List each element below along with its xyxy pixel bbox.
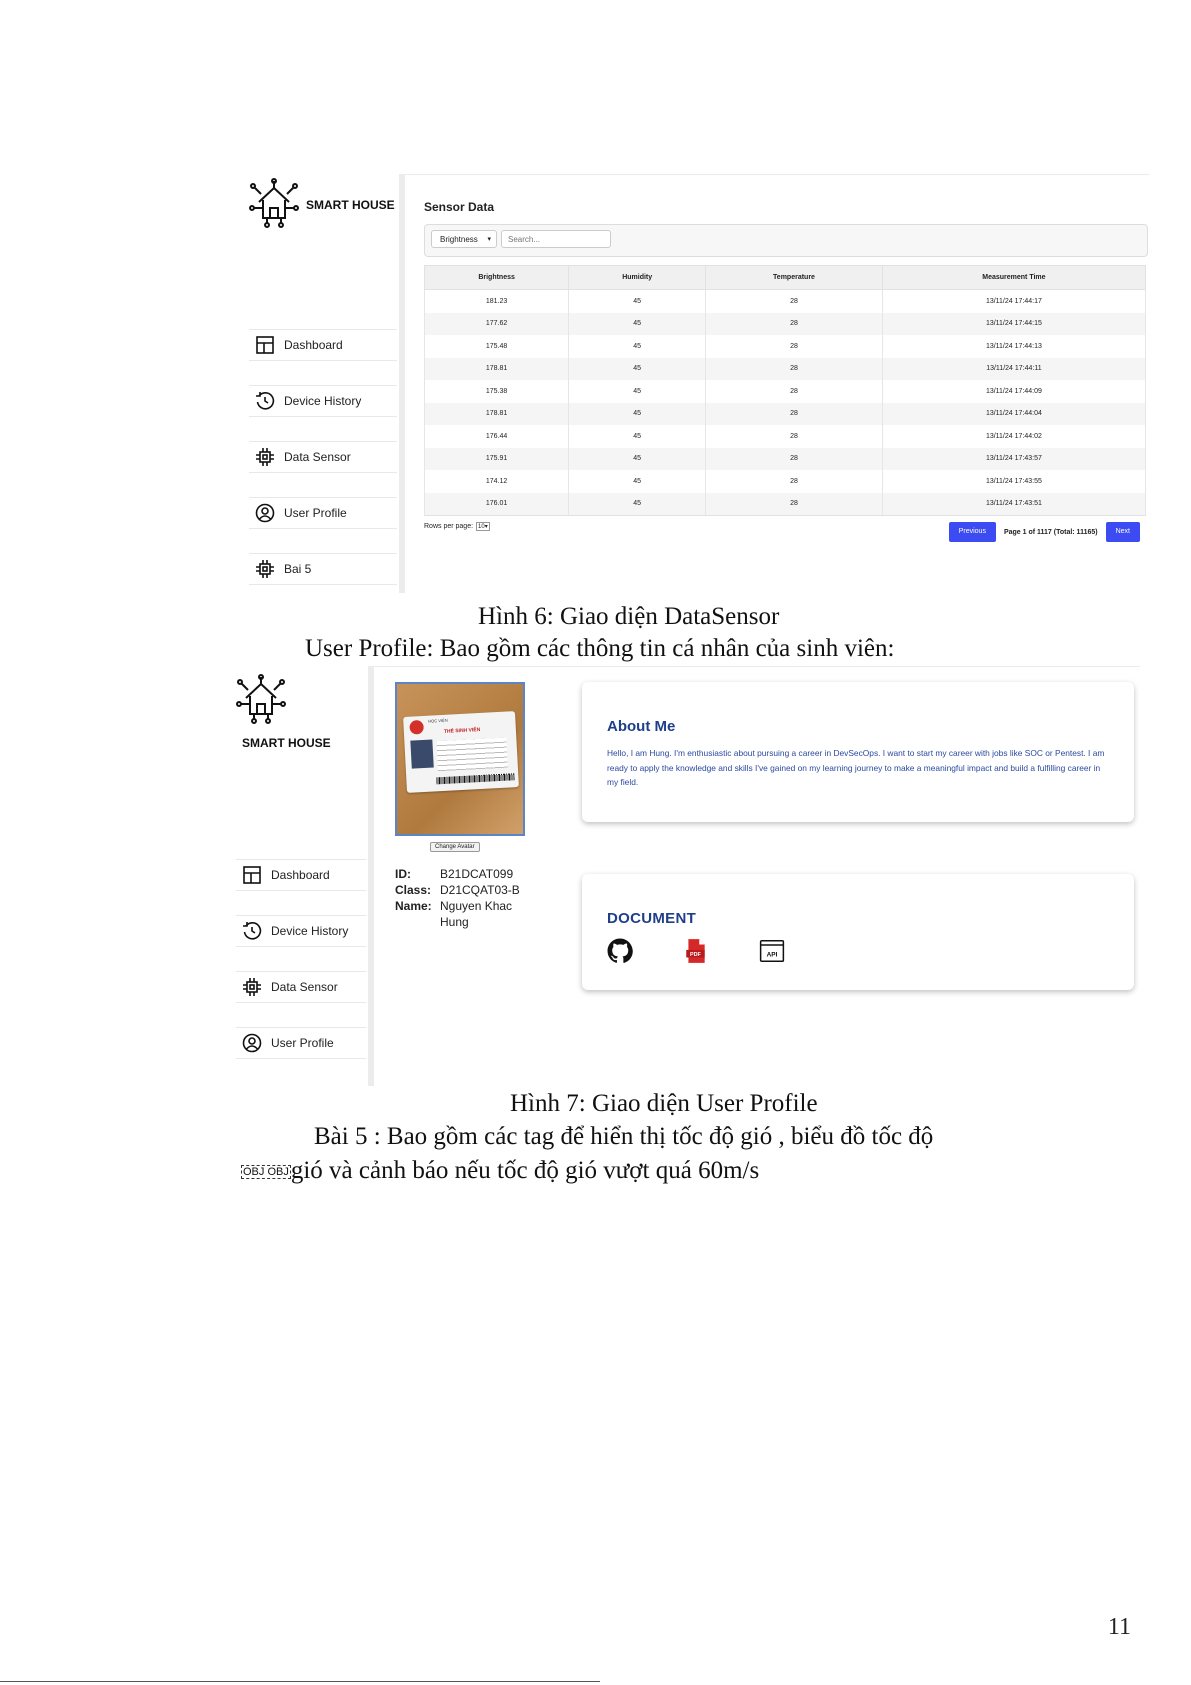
table-cell: 28 xyxy=(706,425,883,448)
github-icon[interactable] xyxy=(607,938,633,964)
sidebar-item-label: Bai 5 xyxy=(284,562,312,576)
figure-caption: Hình 6: Giao diện DataSensor xyxy=(478,603,780,630)
chevron-down-icon: ▾ xyxy=(487,236,491,243)
object-placeholder-icon: OBJ OBJ xyxy=(243,1166,289,1179)
chip-icon xyxy=(255,559,275,579)
next-button[interactable]: Next xyxy=(1106,522,1140,542)
brand-name: SMART HOUSE xyxy=(242,736,331,750)
table-cell: 45 xyxy=(569,380,706,403)
document-links xyxy=(607,938,835,964)
rows-per-page xyxy=(424,522,490,531)
rows-per-page-value: 10 xyxy=(478,524,485,530)
table-cell: 45 xyxy=(569,425,706,448)
table-cell: 45 xyxy=(569,335,706,358)
sidebar-item-user-profile[interactable] xyxy=(236,1027,366,1059)
chip-icon xyxy=(255,447,275,467)
table-row xyxy=(425,493,1146,516)
sidebar-item-label: User Profile xyxy=(284,506,347,520)
sidebar xyxy=(234,666,374,1086)
svg-text:API: API xyxy=(766,951,778,959)
table-row xyxy=(425,313,1146,336)
user-circle-icon xyxy=(242,1033,262,1053)
page-title: Sensor Data xyxy=(424,200,495,214)
figure-caption: Hình 7: Giao diện User Profile xyxy=(510,1090,818,1117)
info-label: ID: xyxy=(395,867,411,881)
table-cell: 13/11/24 17:43:51 xyxy=(882,493,1145,516)
page-info: Page 1 of 1117 (Total: 11165) xyxy=(1003,528,1098,536)
main-content xyxy=(407,174,1150,593)
table-cell: 45 xyxy=(569,470,706,493)
table-row xyxy=(425,380,1146,403)
student-info xyxy=(395,866,520,930)
paragraph: User Profile: Bao gồm các thông tin cá nhân của sinh viên: xyxy=(305,635,895,662)
sidebar-item-dashboard[interactable] xyxy=(236,859,366,891)
column-select[interactable] xyxy=(431,230,497,248)
table-cell: 181.23 xyxy=(425,290,569,313)
about-title: About Me xyxy=(607,718,676,735)
search-input[interactable] xyxy=(501,230,611,248)
smart-house-logo-icon xyxy=(236,674,286,724)
sidebar-item-device-history[interactable] xyxy=(236,915,366,947)
table-cell: 174.12 xyxy=(425,470,569,493)
table-cell: 45 xyxy=(569,358,706,381)
column-header: Brightness xyxy=(425,266,569,290)
sidebar-item-label: User Profile xyxy=(271,1036,334,1050)
smart-house-logo-icon xyxy=(249,178,299,228)
user-profile-screenshot xyxy=(234,666,1140,1086)
page-number: 11 xyxy=(1107,1614,1131,1640)
sidebar-item-user-profile[interactable] xyxy=(249,497,397,529)
table-cell: 45 xyxy=(569,403,706,426)
paragraph-text: gió và cảnh báo nếu tốc độ gió vượt quá 60m/s xyxy=(290,1157,760,1184)
divider xyxy=(373,666,1140,667)
previous-button[interactable]: Previous xyxy=(949,522,996,542)
brand-name: SMART HOUSE xyxy=(306,198,395,212)
sidebar-item-label: Dashboard xyxy=(284,338,343,352)
table-cell: 28 xyxy=(706,493,883,516)
pdf-icon[interactable] xyxy=(683,938,709,964)
table-cell: 28 xyxy=(706,470,883,493)
table-cell: 175.91 xyxy=(425,448,569,471)
dashboard-icon xyxy=(242,865,262,885)
avatar xyxy=(395,682,525,836)
sidebar-item-label: Dashboard xyxy=(271,868,330,882)
table-cell: 13/11/24 17:43:55 xyxy=(882,470,1145,493)
sidebar-item-label: Data Sensor xyxy=(271,980,338,994)
info-label: Name: xyxy=(395,899,432,913)
table-cell: 28 xyxy=(706,380,883,403)
pagination xyxy=(949,522,1140,542)
table-row xyxy=(425,358,1146,381)
change-avatar-button[interactable]: Change Avatar xyxy=(430,842,480,852)
card-details xyxy=(436,738,507,772)
footer-line xyxy=(0,1681,600,1682)
card-header: HỌC VIỆN xyxy=(428,717,448,724)
table-cell: 175.48 xyxy=(425,335,569,358)
table-row xyxy=(425,425,1146,448)
info-row-id xyxy=(395,866,520,882)
table-cell: 28 xyxy=(706,448,883,471)
table-cell: 178.81 xyxy=(425,403,569,426)
sidebar-item-data-sensor[interactable] xyxy=(236,971,366,1003)
user-circle-icon xyxy=(255,503,275,523)
history-icon xyxy=(255,391,275,411)
svg-text:PDF: PDF xyxy=(690,951,701,958)
column-header: Measurement Time xyxy=(882,266,1145,290)
paragraph: Bài 5 : Bao gồm các tag để hiển thị tốc độ gió , biểu đồ tốc độ xyxy=(314,1123,934,1150)
table-cell: 13/11/24 17:44:11 xyxy=(882,358,1145,381)
info-value: Nguyen Khac Hung xyxy=(440,899,513,929)
table-cell: 45 xyxy=(569,493,706,516)
sidebar-item-bai-5[interactable] xyxy=(249,553,397,585)
data-sensor-screenshot xyxy=(247,174,1150,593)
table-row xyxy=(425,470,1146,493)
card-title: THẺ SINH VIÊN xyxy=(443,726,481,735)
api-icon[interactable] xyxy=(759,938,785,964)
about-text: Hello, I am Hung. I'm enthusiastic about pursuing a career in DevSecOps. I want to start my career with jobs like SOC or Pentest. I am ready to apply the knowledge and skills I've gained on my learning journey to make a meaningful impact and build a fulfilling career in my field. xyxy=(607,748,1105,787)
sidebar xyxy=(247,174,405,593)
table-row xyxy=(425,335,1146,358)
about-me-panel xyxy=(582,682,1134,822)
table-cell: 177.62 xyxy=(425,313,569,336)
info-row-name xyxy=(395,898,520,930)
table-cell: 28 xyxy=(706,358,883,381)
info-value: B21DCAT099 xyxy=(440,867,514,881)
sidebar-item-label: Device History xyxy=(271,924,349,938)
table-cell: 28 xyxy=(706,403,883,426)
table-cell: 28 xyxy=(706,313,883,336)
student-id-card xyxy=(403,711,519,793)
sidebar-item-label: Device History xyxy=(284,394,362,408)
table-cell: 13/11/24 17:44:09 xyxy=(882,380,1145,403)
table-row xyxy=(425,290,1146,313)
table-header-row xyxy=(425,266,1146,290)
sensor-table xyxy=(424,265,1146,516)
column-header: Humidity xyxy=(569,266,706,290)
table-cell: 45 xyxy=(569,448,706,471)
table-row xyxy=(425,448,1146,471)
table-cell: 175.38 xyxy=(425,380,569,403)
rows-per-page-label: Rows per page: xyxy=(424,523,474,530)
table-cell: 176.44 xyxy=(425,425,569,448)
paragraph xyxy=(241,1157,759,1185)
sidebar-item-dashboard[interactable] xyxy=(249,329,397,361)
document-panel xyxy=(582,874,1134,990)
table-cell: 13/11/24 17:43:57 xyxy=(882,448,1145,471)
dashboard-icon xyxy=(255,335,275,355)
table-cell: 13/11/24 17:44:15 xyxy=(882,313,1145,336)
barcode xyxy=(436,773,514,784)
table-cell: 176.01 xyxy=(425,493,569,516)
chip-icon xyxy=(242,977,262,997)
table-cell: 13/11/24 17:44:04 xyxy=(882,403,1145,426)
sidebar-item-label: Data Sensor xyxy=(284,450,351,464)
table-cell: 13/11/24 17:44:17 xyxy=(882,290,1145,313)
school-logo-icon xyxy=(409,720,424,735)
column-header: Temperature xyxy=(706,266,883,290)
table-cell: 45 xyxy=(569,313,706,336)
column-select-value: Brightness xyxy=(440,235,478,244)
history-icon xyxy=(242,921,262,941)
table-cell: 13/11/24 17:44:13 xyxy=(882,335,1145,358)
table-row xyxy=(425,403,1146,426)
info-value: D21CQAT03-B xyxy=(440,883,520,897)
rows-per-page-select[interactable]: 10▾ xyxy=(478,524,488,530)
student-photo xyxy=(410,739,433,768)
table-cell: 45 xyxy=(569,290,706,313)
table-cell: 28 xyxy=(706,335,883,358)
table-cell: 178.81 xyxy=(425,358,569,381)
filter-bar xyxy=(424,224,1148,257)
sidebar-item-data-sensor[interactable] xyxy=(249,441,397,473)
table-cell: 28 xyxy=(706,290,883,313)
info-label: Class: xyxy=(395,883,432,897)
table-cell: 13/11/24 17:44:02 xyxy=(882,425,1145,448)
info-row-class xyxy=(395,882,520,898)
sidebar-item-device-history[interactable] xyxy=(249,385,397,417)
document-title: DOCUMENT xyxy=(607,910,697,927)
